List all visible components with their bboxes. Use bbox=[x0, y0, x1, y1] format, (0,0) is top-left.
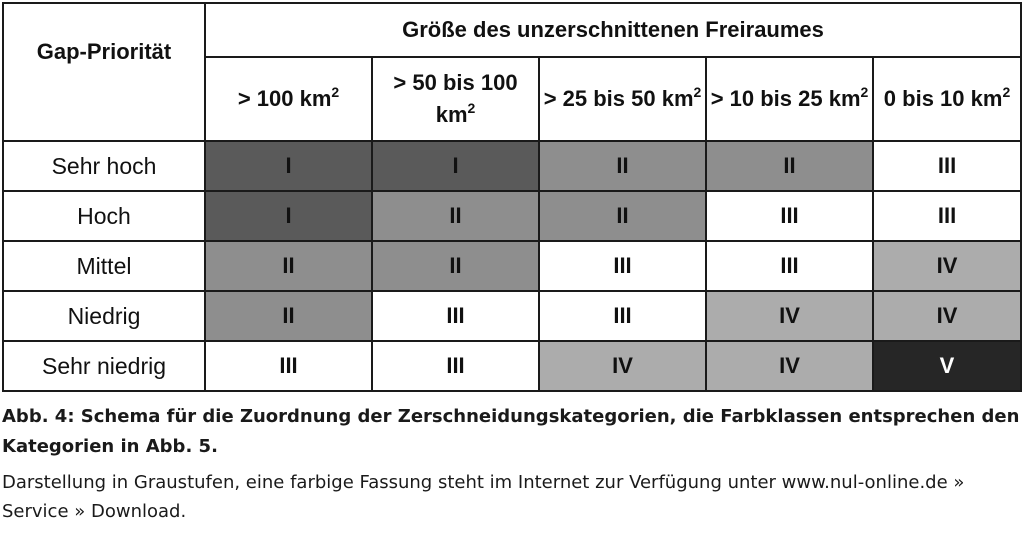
category-table bbox=[2, 2, 1022, 392]
column-header bbox=[706, 57, 873, 141]
column-header bbox=[873, 57, 1021, 141]
category-cell: II bbox=[706, 141, 873, 191]
category-cell: III bbox=[372, 341, 539, 391]
column-header bbox=[539, 57, 706, 141]
category-cell: II bbox=[539, 191, 706, 241]
column-header bbox=[372, 57, 539, 141]
category-cell: IV bbox=[706, 341, 873, 391]
caption-note: Darstellung in Graustufen, eine farbige Fassung steht im Internet zur Verfügung unter www.nul-online.de » Service » Download. bbox=[2, 472, 965, 522]
table-row bbox=[3, 291, 1021, 341]
row-label: Sehr hoch bbox=[3, 141, 205, 191]
column-header-unit-exponent: 2 bbox=[1002, 84, 1011, 100]
row-label: Sehr niedrig bbox=[3, 341, 205, 391]
category-cell: III bbox=[706, 191, 873, 241]
category-cell: III bbox=[873, 191, 1021, 241]
category-cell: I bbox=[205, 141, 372, 191]
category-cell: IV bbox=[706, 291, 873, 341]
row-label: Niedrig bbox=[3, 291, 205, 341]
category-cell: II bbox=[205, 241, 372, 291]
column-header-unit-exponent: 2 bbox=[331, 84, 340, 100]
category-cell: II bbox=[372, 191, 539, 241]
table-row bbox=[3, 341, 1021, 391]
column-header-label: > 50 bis 100 km bbox=[393, 70, 518, 127]
category-cell: I bbox=[372, 141, 539, 191]
category-cell: IV bbox=[873, 291, 1021, 341]
column-header-label: > 25 bis 50 km bbox=[543, 86, 694, 111]
category-cell: III bbox=[372, 291, 539, 341]
figure-caption bbox=[2, 402, 1022, 526]
category-cell: V bbox=[873, 341, 1021, 391]
group-header: Größe des unzerschnittenen Freiraumes bbox=[205, 3, 1021, 57]
category-cell: II bbox=[205, 291, 372, 341]
category-cell: IV bbox=[539, 341, 706, 391]
category-cell: III bbox=[205, 341, 372, 391]
column-header-label: > 10 bis 25 km bbox=[710, 86, 861, 111]
caption-title: Abb. 4: Schema für die Zuordnung der Zerschneidungskategorien, die Farbklassen entsprechen den Kategorien in Abb. 5. bbox=[2, 406, 1020, 457]
table-row bbox=[3, 191, 1021, 241]
category-cell: II bbox=[372, 241, 539, 291]
column-header bbox=[205, 57, 372, 141]
column-header-label: 0 bis 10 km bbox=[883, 86, 1003, 111]
category-cell: II bbox=[539, 141, 706, 191]
category-cell: I bbox=[205, 191, 372, 241]
category-cell: III bbox=[706, 241, 873, 291]
corner-header: Gap-Priorität bbox=[3, 3, 205, 141]
table-row bbox=[3, 241, 1021, 291]
table-row bbox=[3, 141, 1021, 191]
column-header-unit-exponent: 2 bbox=[467, 100, 476, 116]
category-cell: III bbox=[539, 291, 706, 341]
column-header-label: > 100 km bbox=[237, 86, 332, 111]
row-label: Hoch bbox=[3, 191, 205, 241]
category-cell: IV bbox=[873, 241, 1021, 291]
column-header-unit-exponent: 2 bbox=[693, 84, 702, 100]
row-label: Mittel bbox=[3, 241, 205, 291]
category-cell: III bbox=[873, 141, 1021, 191]
category-cell: III bbox=[539, 241, 706, 291]
column-header-unit-exponent: 2 bbox=[860, 84, 869, 100]
